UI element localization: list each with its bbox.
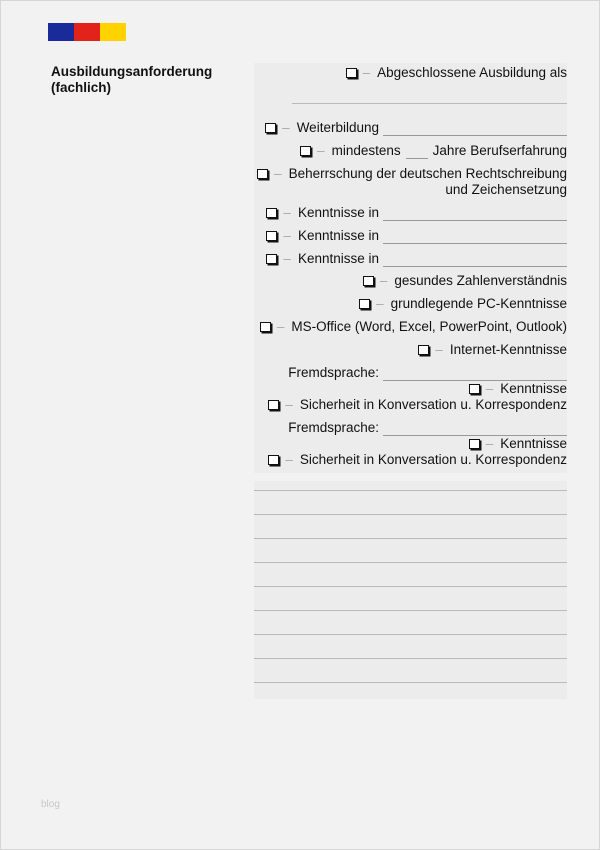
dash: – — [274, 166, 282, 181]
checkbox-fremdsprache-1-kenntnisse[interactable] — [469, 384, 480, 394]
blank-fremdsprache-1[interactable] — [383, 366, 567, 381]
checkbox-weiterbildung[interactable] — [265, 123, 276, 133]
flag-blue-stripe — [48, 23, 74, 41]
footer-watermark: blog — [41, 799, 60, 810]
note-line[interactable] — [254, 610, 567, 611]
label-rechtschreibung-1: Beherrschung der deutschen Rechtschreibung — [288, 166, 567, 181]
label-pc: grundlegende PC-Kenntnisse — [390, 296, 567, 311]
dash: – — [282, 120, 290, 135]
checkbox-kenntnisse-2[interactable] — [266, 231, 277, 241]
label-weiterbildung: Weiterbildung — [296, 120, 379, 135]
flag-yellow-stripe — [100, 23, 126, 41]
blank-kenntnisse-1[interactable] — [383, 206, 567, 221]
label-fremdsprache-2-kenntnisse: Kenntnisse — [500, 436, 567, 451]
row-pc — [254, 296, 567, 312]
note-line[interactable] — [254, 538, 567, 539]
row-weiterbildung — [254, 120, 567, 136]
label-fremdsprache-1: Fremdsprache: — [288, 365, 379, 380]
note-line[interactable] — [254, 514, 567, 515]
row-fremdsprache-1-kenntnisse — [254, 381, 567, 397]
checkbox-rechtschreibung[interactable] — [257, 169, 268, 179]
label-kenntnisse-1: Kenntnisse in — [297, 205, 379, 220]
checkbox-internet[interactable] — [418, 345, 429, 355]
blank-kenntnisse-2[interactable] — [383, 229, 567, 244]
dash: – — [317, 143, 325, 158]
label-jahre: Jahre Berufserfahrung — [432, 143, 567, 158]
row-abschluss — [254, 65, 567, 81]
label-fremdsprache-1-sicherheit: Sicherheit in Konversation u. Korrespondenz — [299, 397, 567, 412]
row-internet — [254, 342, 567, 358]
label-zahlen: gesundes Zahlenverständnis — [394, 273, 567, 288]
checkbox-abschluss[interactable] — [346, 68, 357, 78]
label-abschluss: Abgeschlossene Ausbildung als — [377, 65, 567, 80]
note-line[interactable] — [254, 634, 567, 635]
row-berufserfahrung — [254, 143, 567, 159]
row-rechtschreibung — [254, 166, 567, 198]
blank-ausbildung-line[interactable] — [292, 103, 567, 104]
row-zahlen — [254, 273, 567, 289]
dash: – — [435, 342, 443, 357]
row-fremdsprache-2-kenntnisse — [254, 436, 567, 452]
section-title-line1: Ausbildungsanforderung — [51, 64, 213, 79]
label-office: MS-Office (Word, Excel, PowerPoint, Outlook) — [291, 319, 567, 334]
row-fremdsprache-1 — [254, 365, 567, 381]
checkbox-kenntnisse-3[interactable] — [266, 254, 277, 264]
checkbox-fremdsprache-2-kenntnisse[interactable] — [469, 439, 480, 449]
label-kenntnisse-2: Kenntnisse in — [297, 228, 379, 243]
row-kenntnisse-2 — [254, 228, 567, 244]
dash: – — [285, 452, 293, 467]
dash: – — [283, 205, 291, 220]
note-line[interactable] — [254, 562, 567, 563]
note-line[interactable] — [254, 490, 567, 491]
blank-weiterbildung[interactable] — [383, 121, 567, 136]
dash: – — [376, 296, 384, 311]
label-fremdsprache-1-kenntnisse: Kenntnisse — [500, 381, 567, 396]
row-kenntnisse-3 — [254, 251, 567, 267]
row-fremdsprache-2-sicherheit — [254, 452, 567, 468]
dash: – — [485, 381, 494, 396]
blank-jahre[interactable] — [406, 144, 428, 159]
brand-flag-logo — [48, 23, 126, 41]
dash: – — [283, 251, 291, 266]
row-office — [254, 319, 567, 335]
row-kenntnisse-1 — [254, 205, 567, 221]
row-fremdsprache-2 — [254, 420, 567, 436]
label-fremdsprache-2: Fremdsprache: — [288, 420, 379, 435]
dash: – — [362, 65, 371, 80]
checkbox-berufserfahrung[interactable] — [300, 146, 311, 156]
dash: – — [485, 436, 494, 451]
note-line[interactable] — [254, 682, 567, 683]
dash: – — [285, 397, 293, 412]
flag-red-stripe — [74, 23, 100, 41]
label-kenntnisse-3: Kenntnisse in — [297, 251, 379, 266]
section-title-line2: (fachlich) — [51, 80, 112, 95]
blank-kenntnisse-3[interactable] — [383, 252, 567, 267]
checkbox-zahlen[interactable] — [363, 276, 374, 286]
blank-fremdsprache-2[interactable] — [383, 421, 567, 436]
label-fremdsprache-2-sicherheit: Sicherheit in Konversation u. Korrespondenz — [299, 452, 567, 467]
dash: – — [276, 319, 285, 334]
checkbox-pc[interactable] — [359, 299, 370, 309]
checkbox-fremdsprache-1-sicherheit[interactable] — [268, 400, 279, 410]
note-line[interactable] — [254, 658, 567, 659]
note-line[interactable] — [254, 586, 567, 587]
checkbox-fremdsprache-2-sicherheit[interactable] — [268, 455, 279, 465]
dash: – — [379, 273, 388, 288]
label-rechtschreibung-2: und Zeichensetzung — [445, 182, 567, 197]
row-fremdsprache-1-sicherheit — [254, 397, 567, 413]
checkbox-kenntnisse-1[interactable] — [266, 208, 277, 218]
dash: – — [283, 228, 291, 243]
section-title — [51, 64, 212, 96]
label-mindestens: mindestens — [331, 143, 401, 158]
label-internet: Internet-Kenntnisse — [449, 342, 567, 357]
checkbox-office[interactable] — [260, 322, 271, 332]
